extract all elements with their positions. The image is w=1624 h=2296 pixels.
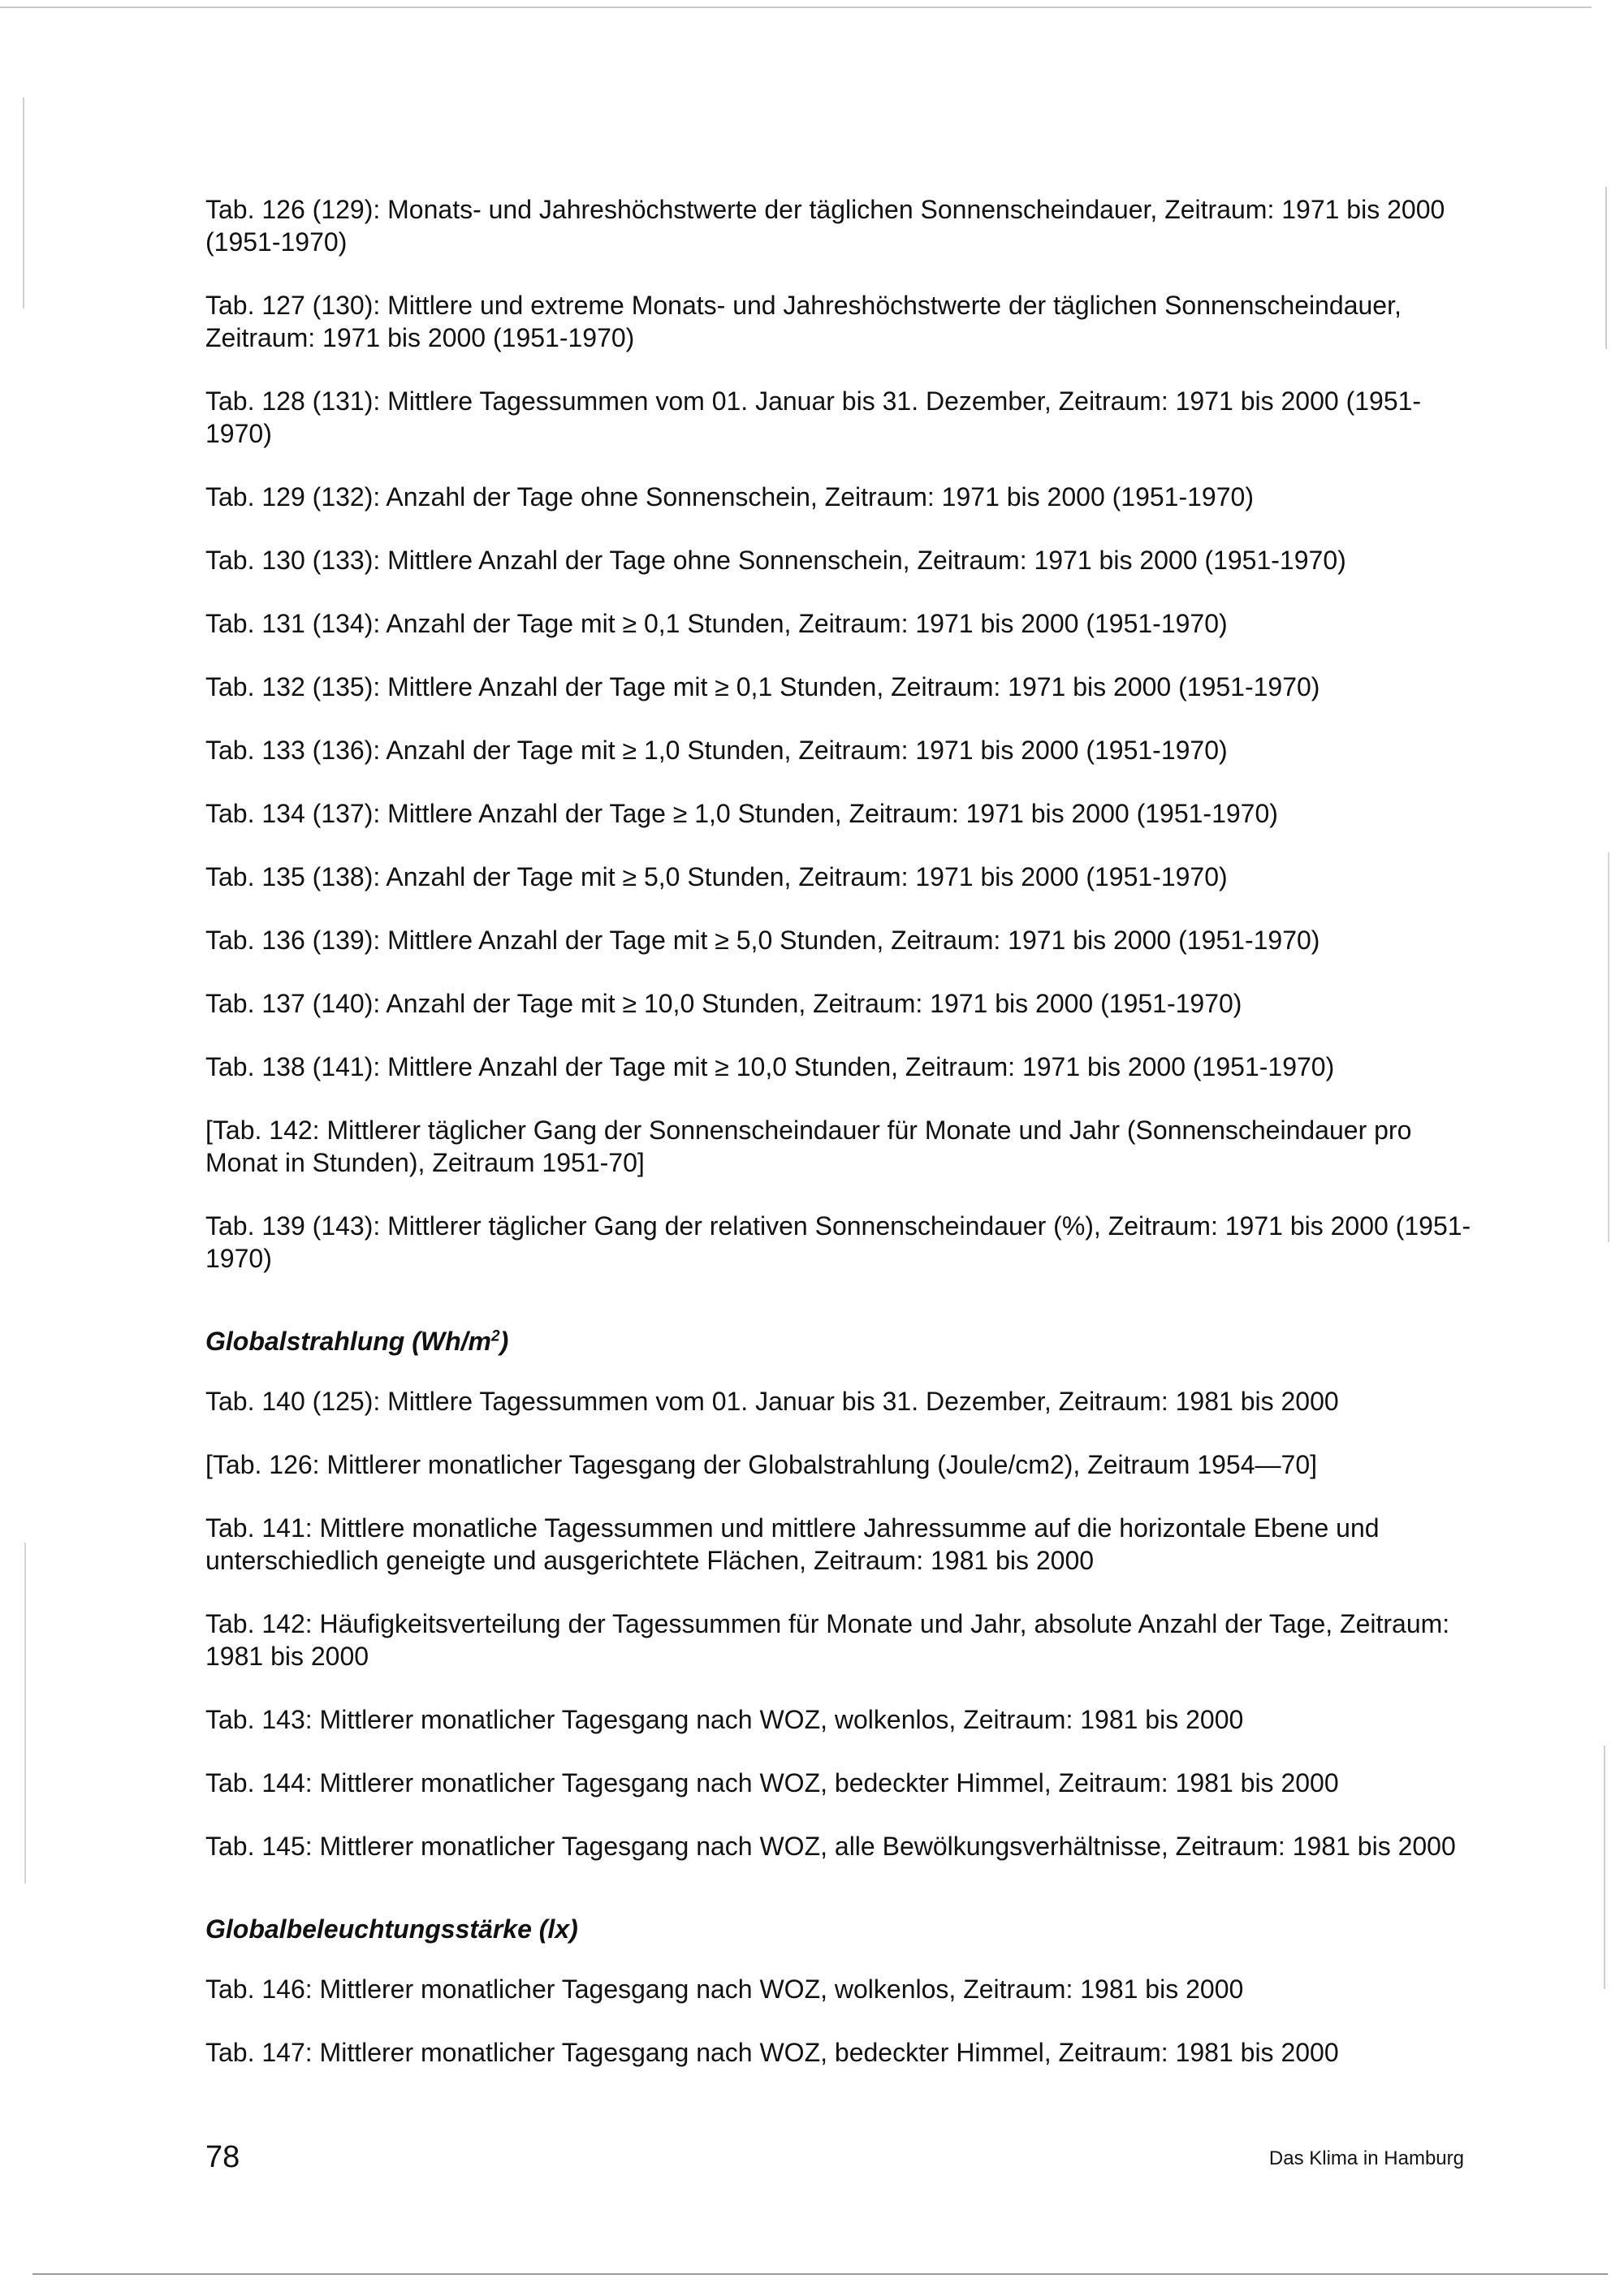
table-entry: Tab. 134 (137): Mittlere Anzahl der Tage ≥ 1,0 Stunden, Zeitraum: 1971 bis 2000 (1951-1970) (205, 799, 1278, 828)
scan-edge-right (1605, 187, 1607, 349)
table-entry: Tab. 145: Mittlerer monatlicher Tagesgang nach WOZ, alle Bewölkungsverhältnisse, Zeitraum: 1981 bis 2000 (205, 1832, 1456, 1861)
table-entry: [Tab. 142: Mittlerer täglicher Gang der Sonnenscheindauer für Monate und Jahr (Sonnenscheindauer pro Monat in Stunden), Zeitraum 1951-70] (205, 1116, 1412, 1177)
scan-edge-right (1604, 1746, 1605, 1989)
table-listing (205, 193, 1472, 2100)
table-entry: Tab. 142: Häufigkeitsverteilung der Tagessummen für Monate und Jahr, absolute Anzahl der Tage, Zeitraum: 1981 bis 2000 (205, 1609, 1450, 1671)
table-entry: Tab. 129 (132): Anzahl der Tage ohne Sonnenschein, Zeitraum: 1971 bis 2000 (1951-1970) (205, 482, 1254, 511)
table-entry: Tab. 137 (140): Anzahl der Tage mit ≥ 10,0 Stunden, Zeitraum: 1971 bis 2000 (1951-1970) (205, 989, 1242, 1018)
table-entry: Tab. 126 (129): Monats- und Jahreshöchstwerte der täglichen Sonnenscheindauer, Zeitraum: 1971 bis 2000 (1951-1970) (205, 195, 1445, 257)
table-entry: Tab. 128 (131): Mittlere Tagessummen vom 01. Januar bis 31. Dezember, Zeitraum: 1971 bis 2000 (1951-1970) (205, 386, 1422, 448)
running-footer-title: Das Klima in Hamburg (1268, 2147, 1464, 2169)
table-entry: Tab. 140 (125): Mittlere Tagessummen vom 01. Januar bis 31. Dezember, Zeitraum: 1981 bis 2000 (205, 1387, 1339, 1416)
section-heading-globalbeleuchtungsstaerke: Globalbeleuchtungsstärke (lx) (205, 1914, 578, 1944)
section-heading-globalstrahlung (205, 1325, 1472, 1357)
table-entry: Tab. 127 (130): Mittlere und extreme Monats- und Jahreshöchstwerte der täglichen Sonnenscheindauer, Zeitraum: 1971 bis 2000 (1951-1970) (205, 291, 1402, 352)
table-entry: Tab. 130 (133): Mittlere Anzahl der Tage ohne Sonnenschein, Zeitraum: 1971 bis 2000 (1951-1970) (205, 546, 1346, 575)
heading-text: Globalstrahlung (Wh/m (205, 1327, 491, 1356)
table-entry: Tab. 131 (134): Anzahl der Tage mit ≥ 0,1 Stunden, Zeitraum: 1971 bis 2000 (1951-1970) (205, 609, 1228, 638)
table-entry: Tab. 136 (139): Mittlere Anzahl der Tage mit ≥ 5,0 Stunden, Zeitraum: 1971 bis 2000 (1951-1970) (205, 926, 1320, 955)
table-entry: Tab. 135 (138): Anzahl der Tage mit ≥ 5,0 Stunden, Zeitraum: 1971 bis 2000 (1951-1970) (205, 862, 1228, 891)
heading-superscript: 2 (490, 1327, 500, 1345)
page-number: 78 (205, 2140, 240, 2174)
scan-edge-bottom (32, 2273, 1608, 2275)
scan-edge-right (1608, 852, 1609, 1242)
table-entry: [Tab. 126: Mittlerer monatlicher Tagesgang der Globalstrahlung (Joule/cm2), Zeitraum 1954—70] (205, 1450, 1317, 1479)
table-entry: Tab. 146: Mittlerer monatlicher Tagesgang nach WOZ, wolkenlos, Zeitraum: 1981 bis 2000 (205, 1974, 1244, 2004)
table-entry: Tab. 139 (143): Mittlerer täglicher Gang der relativen Sonnenscheindauer (%), Zeitraum: 1971 bis 2000 (1951-1970) (205, 1211, 1471, 1273)
table-entry: Tab. 141: Mittlere monatliche Tagessummen und mittlere Jahressumme auf die horizontale Ebene und unterschiedlich geneigte und ausgerichtete Flächen, Zeitraum: 1981 bis 2000 (205, 1513, 1380, 1575)
table-entry: Tab. 132 (135): Mittlere Anzahl der Tage mit ≥ 0,1 Stunden, Zeitraum: 1971 bis 2000 (1951-1970) (205, 672, 1320, 701)
table-entry: Tab. 138 (141): Mittlere Anzahl der Tage mit ≥ 10,0 Stunden, Zeitraum: 1971 bis 2000 (1951-1970) (205, 1052, 1335, 1081)
scan-edge-left (23, 97, 24, 309)
table-entry: Tab. 143: Mittlerer monatlicher Tagesgang nach WOZ, wolkenlos, Zeitraum: 1981 bis 2000 (205, 1705, 1244, 1734)
table-entry: Tab. 144: Mittlerer monatlicher Tagesgang nach WOZ, bedeckter Himmel, Zeitraum: 1981 bis 2000 (205, 1768, 1339, 1798)
scan-edge-left (24, 1543, 26, 1884)
table-entry: Tab. 133 (136): Anzahl der Tage mit ≥ 1,0 Stunden, Zeitraum: 1971 bis 2000 (1951-1970) (205, 736, 1228, 765)
scan-edge-top (0, 6, 1592, 8)
heading-close: ) (499, 1327, 509, 1356)
table-entry: Tab. 147: Mittlerer monatlicher Tagesgang nach WOZ, bedeckter Himmel, Zeitraum: 1981 bis 2000 (205, 2038, 1339, 2067)
